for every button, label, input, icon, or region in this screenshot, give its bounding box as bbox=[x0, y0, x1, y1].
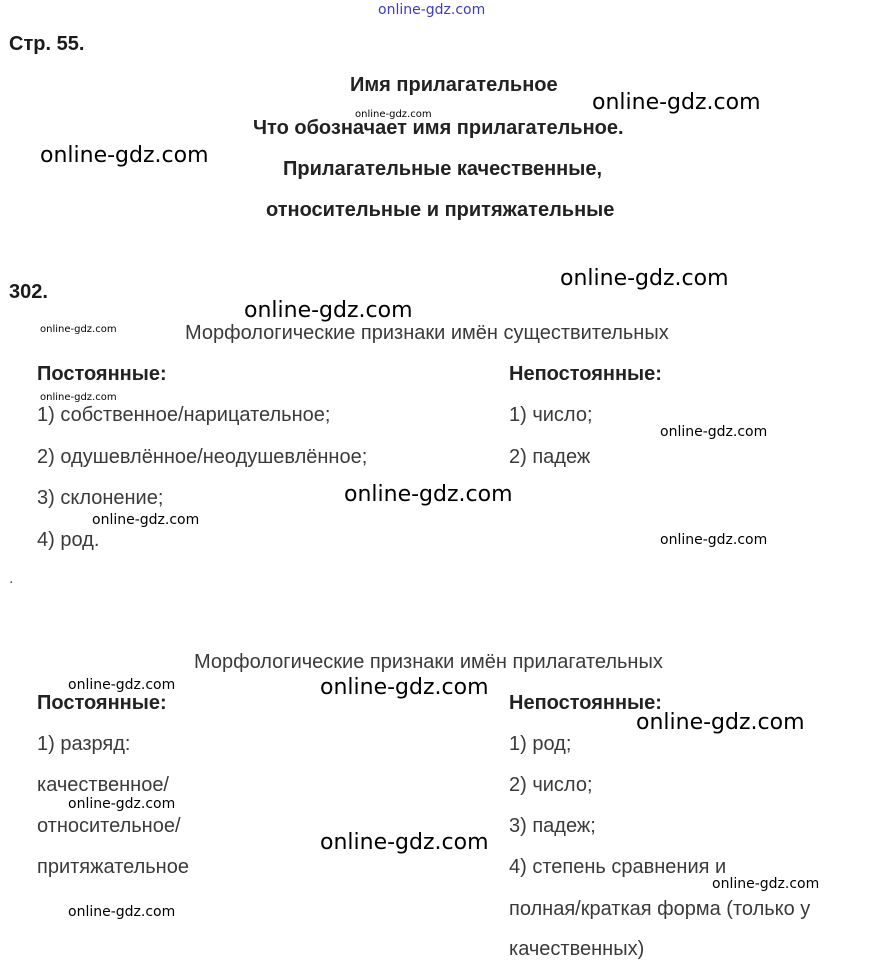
nouns-table-title: Морфологические признаки имён существительных bbox=[185, 322, 669, 344]
watermark: online-gdz.com bbox=[40, 143, 209, 168]
nouns-constant-header: Постоянные: bbox=[37, 363, 167, 385]
watermark: online-gdz.com bbox=[68, 677, 176, 693]
adjectives-variable-item: 1) род; bbox=[509, 733, 572, 755]
adjectives-table-title: Морфологические признаки имён прилагательных bbox=[194, 651, 663, 673]
adjectives-variable-item: полная/краткая форма (только у bbox=[509, 898, 811, 920]
adjectives-constant-item: качественное/ bbox=[37, 774, 169, 796]
page-label: Стр. 55. bbox=[9, 33, 85, 55]
nouns-constant-item: 2) одушевлённое/неодушевлённое; bbox=[37, 446, 368, 468]
adjectives-variable-item: 4) степень сравнения и bbox=[509, 856, 727, 878]
topic-subtitle-line: относительные и притяжательные bbox=[266, 199, 615, 221]
watermark: online-gdz.com bbox=[92, 512, 200, 528]
watermark: online-gdz.com bbox=[636, 710, 805, 735]
nouns-constant-item: 1) собственное/нарицательное; bbox=[37, 404, 331, 426]
watermark: online-gdz.com bbox=[68, 796, 176, 812]
nouns-constant-item: 4) род. bbox=[37, 529, 100, 551]
watermark: online-gdz.com bbox=[40, 324, 117, 335]
watermark: online-gdz.com bbox=[592, 90, 761, 115]
nouns-variable-item: 1) число; bbox=[509, 404, 593, 426]
watermark: online-gdz.com bbox=[660, 532, 768, 548]
nouns-variable-header: Непостоянные: bbox=[509, 363, 662, 385]
adjectives-variable-item: 2) число; bbox=[509, 774, 593, 796]
watermark: online-gdz.com bbox=[378, 2, 486, 18]
watermark: online-gdz.com bbox=[320, 675, 489, 700]
nouns-variable-item: 2) падеж bbox=[509, 446, 591, 468]
adjectives-constant-item: 1) разряд: bbox=[37, 733, 131, 755]
topic-subtitle-line: Прилагательные качественные, bbox=[283, 158, 603, 180]
topic-subtitle-line: Что обозначает имя прилагательное. bbox=[253, 117, 624, 139]
watermark: online-gdz.com bbox=[40, 392, 117, 403]
watermark: online-gdz.com bbox=[244, 298, 413, 323]
watermark: online-gdz.com bbox=[68, 904, 176, 920]
adjectives-variable-item: качественных) bbox=[509, 938, 645, 960]
watermark: online-gdz.com bbox=[320, 830, 489, 855]
nouns-constant-item: 3) склонение; bbox=[37, 487, 164, 509]
watermark: online-gdz.com bbox=[660, 424, 768, 440]
exercise-number: 302. bbox=[9, 281, 48, 303]
adjectives-variable-header: Непостоянные: bbox=[509, 692, 662, 714]
adjectives-constant-header: Постоянные: bbox=[37, 692, 167, 714]
topic-title: Имя прилагательное bbox=[350, 74, 558, 96]
adjectives-variable-item: 3) падеж; bbox=[509, 815, 596, 837]
stray-mark: . bbox=[9, 570, 14, 587]
adjectives-constant-item: притяжательное bbox=[37, 856, 189, 878]
watermark: online-gdz.com bbox=[355, 109, 432, 120]
watermark: online-gdz.com bbox=[560, 266, 729, 291]
watermark: online-gdz.com bbox=[712, 876, 820, 892]
watermark: online-gdz.com bbox=[344, 482, 513, 507]
adjectives-constant-item: относительное/ bbox=[37, 815, 181, 837]
